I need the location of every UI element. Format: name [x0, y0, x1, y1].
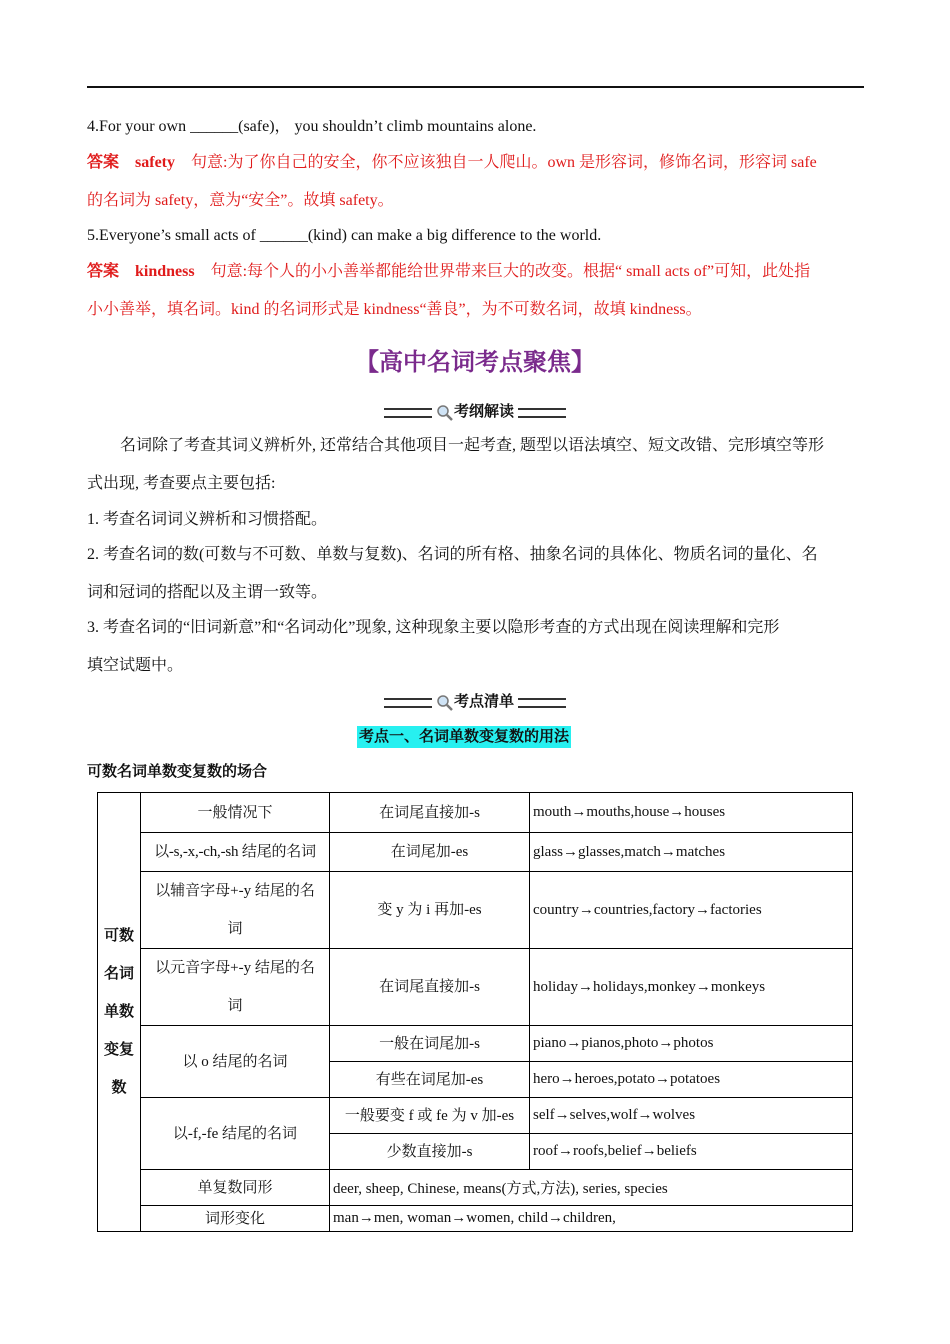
- answer-4: [87, 153, 864, 173]
- outline-heading: [0, 400, 950, 422]
- side-label: 可数 名词 单数 变复 数: [98, 793, 141, 1232]
- example-cell: glass→glasses,match→matches: [530, 833, 853, 872]
- answer-5: [87, 262, 864, 282]
- case-cell: 以-s,-x,-ch,-sh 结尾的名词: [141, 833, 330, 872]
- answer-explanation: 句意:每个人的小小善举都能给世界带来巨大的改变。根据“ small acts of”可知，此处指: [210, 263, 811, 280]
- example-cell: deer, sheep, Chinese, means(方式,方法), series, species: [330, 1170, 853, 1206]
- magnifier-icon: [436, 404, 454, 422]
- answer-word: safety: [135, 154, 175, 171]
- outline-heading-text: 考纲解读: [453, 404, 514, 420]
- rule-cell: 在词尾直接加-s: [330, 949, 530, 1026]
- example-cell: hero→heroes,potato→potatoes: [530, 1062, 853, 1098]
- table-row: [98, 833, 853, 872]
- example-cell: mouth→mouths,house→houses: [530, 793, 853, 833]
- example-cell: roof→roofs,belief→beliefs: [530, 1134, 853, 1170]
- table-caption: 可数名词单数变复数的场合: [87, 764, 268, 780]
- answer-4-explanation-cont: 的名词为 safety，意为“安全”。故填 safety。: [87, 192, 394, 209]
- point-1-highlight: 考点一、名词单数变复数的用法: [357, 726, 571, 748]
- magnifier-icon: [436, 694, 454, 712]
- case-cell: 以辅音字母+-y 结尾的名 词: [141, 872, 330, 949]
- outline-paragraph-cont: 式出现, 考查要点主要包括:: [87, 475, 276, 492]
- divider-right: [518, 698, 566, 708]
- question-5: 5.Everyone’s small acts of ______(kind) can make a big difference to the world.: [87, 227, 602, 244]
- rule-cell: 在词尾加-es: [330, 833, 530, 872]
- case-cell: 词形变化: [141, 1206, 330, 1232]
- case-cell: 以元音字母+-y 结尾的名 词: [141, 949, 330, 1026]
- case-cell: 单复数同形: [141, 1170, 330, 1206]
- table-row: [98, 1098, 853, 1134]
- divider-left: [384, 698, 432, 708]
- answer-label: 答案: [87, 263, 120, 280]
- example-cell: man→men, woman→women, child→children,: [330, 1206, 853, 1232]
- section-title: 【高中名词考点聚焦】: [355, 348, 595, 376]
- table-row: [98, 1206, 853, 1232]
- case-cell: 以-f,-fe 结尾的名词: [141, 1098, 330, 1170]
- case-cell: 一般情况下: [141, 793, 330, 833]
- rule-cell: 有些在词尾加-es: [330, 1062, 530, 1098]
- checklist-heading: [0, 690, 950, 712]
- outline-item-3-cont: 填空试题中。: [87, 657, 184, 674]
- header-rule: [87, 86, 864, 88]
- table-row: [98, 1026, 853, 1062]
- outline-item-2-cont: 词和冠词的搭配以及主谓一致等。: [87, 584, 328, 601]
- rule-cell: 在词尾直接加-s: [330, 793, 530, 833]
- answer-5-explanation-cont: 小小善举，填名词。kind 的名词形式是 kindness“善良”，为不可数名词，故填 kindness。: [87, 301, 702, 318]
- table-row: [98, 1170, 853, 1206]
- divider-right: [518, 408, 566, 418]
- rule-cell: 一般要变 f 或 fe 为 v 加-es: [330, 1098, 530, 1134]
- answer-explanation: 句意:为了你自己的安全，你不应该独自一人爬山。own 是形容词，修饰名词，形容词 safe: [191, 154, 817, 171]
- outline-item-1: 1. 考查名词词义辨析和习惯搭配。: [87, 511, 328, 528]
- answer-label: 答案: [87, 154, 120, 171]
- divider-left: [384, 408, 432, 418]
- checklist-heading-text: 考点清单: [453, 694, 514, 710]
- rule-cell: 变 y 为 i 再加-es: [330, 872, 530, 949]
- example-cell: self→selves,wolf→wolves: [530, 1098, 853, 1134]
- plural-rules-table: [97, 792, 853, 1232]
- rule-cell: 少数直接加-s: [330, 1134, 530, 1170]
- question-4: 4.For your own ______(safe)， you shouldn’t climb mountains alone.: [87, 118, 537, 135]
- outline-item-3: 3. 考查名词的“旧词新意”和“名词动化”现象, 这种现象主要以隐形考查的方式出现在阅读理解和完形: [87, 619, 780, 636]
- table-row: [98, 793, 853, 833]
- example-cell: country→countries,factory→factories: [530, 872, 853, 949]
- example-cell: holiday→holidays,monkey→monkeys: [530, 949, 853, 1026]
- outline-item-2: 2. 考查名词的数(可数与不可数、单数与复数)、名词的所有格、抽象名词的具体化、物质名词的量化、名: [87, 546, 818, 563]
- answer-word: kindness: [135, 263, 195, 280]
- rule-cell: 一般在词尾加-s: [330, 1026, 530, 1062]
- example-cell: piano→pianos,photo→photos: [530, 1026, 853, 1062]
- outline-paragraph: 名词除了考查其词义辨析外, 还常结合其他项目一起考查, 题型以语法填空、短文改错、完形填空等形: [120, 437, 825, 454]
- case-cell: 以 o 结尾的名词: [141, 1026, 330, 1098]
- table-row: [98, 872, 853, 949]
- table-row: [98, 949, 853, 1026]
